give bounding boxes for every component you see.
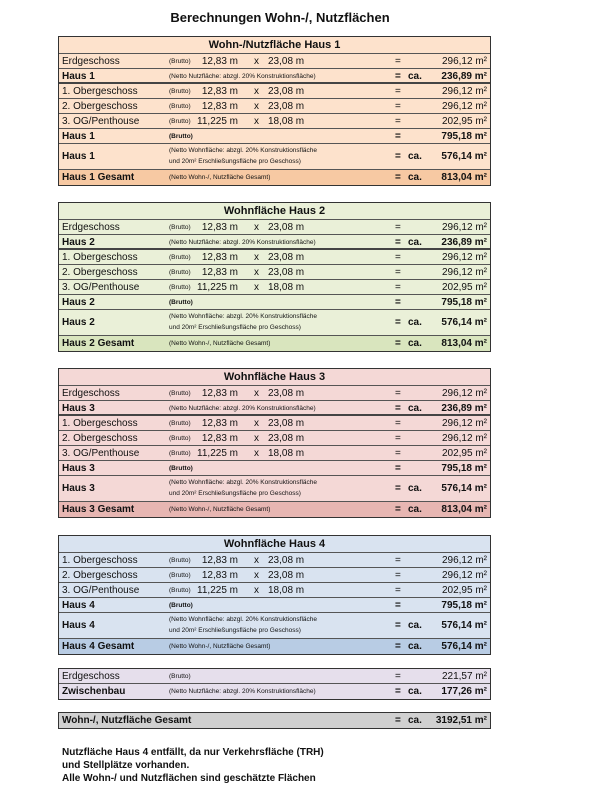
haus2-block	[58, 202, 491, 352]
dim-2: 23,08 m	[268, 433, 305, 444]
dim-1: 12,83 m	[201, 433, 238, 444]
area-value: 795,18 m²	[441, 131, 487, 142]
row-note: (Brutto)	[169, 390, 191, 397]
table-row	[59, 669, 490, 684]
area-value: 296,12 m²	[441, 56, 487, 67]
row-note-line1: (Netto Wohnfläche: abzgl. 20% Konstruktionsfläche	[169, 479, 318, 486]
row-note-line1: (Netto Wohnfläche: abzgl. 20% Konstruktionsfläche	[169, 313, 318, 320]
table-row	[59, 265, 490, 280]
row-label: Haus 3	[62, 463, 95, 474]
area-value: 236,89 m²	[441, 403, 487, 414]
table-row	[59, 54, 490, 69]
table-row	[59, 568, 490, 583]
equals-sign: =	[395, 237, 401, 248]
dim-2: 23,08 m	[268, 555, 305, 566]
dim-1: 12,83 m	[201, 252, 238, 263]
dim-1: 12,83 m	[201, 222, 238, 233]
times-sign: x	[254, 282, 259, 293]
ca-label: ca.	[408, 483, 422, 494]
dim-2: 23,08 m	[268, 267, 305, 278]
table-row	[59, 613, 490, 639]
dim-2: 23,08 m	[268, 570, 305, 581]
equals-sign: =	[395, 433, 401, 444]
row-label: Haus 2	[62, 297, 95, 308]
dim-1: 11,225 m	[197, 585, 238, 596]
haus2-heading: Wohnfläche Haus 2	[59, 203, 490, 220]
row-label: Erdgeschoss	[62, 222, 120, 233]
row-label: Haus 3	[62, 403, 95, 414]
row-note: (Netto Wohn-/, Nutzfläche Gesamt)	[169, 643, 271, 650]
times-sign: x	[254, 86, 259, 97]
area-value: 202,95 m²	[441, 585, 487, 596]
times-sign: x	[254, 56, 259, 67]
row-note: (Brutto)	[169, 284, 191, 291]
ca-label: ca.	[408, 403, 422, 414]
dim-2: 23,08 m	[268, 86, 305, 97]
equals-sign: =	[395, 297, 401, 308]
table-row	[59, 461, 490, 476]
dim-2: 18,08 m	[268, 585, 305, 596]
area-value: 221,57 m²	[441, 671, 487, 682]
times-sign: x	[254, 116, 259, 127]
table-row	[59, 280, 490, 295]
equals-sign: =	[395, 252, 401, 263]
equals-sign: =	[395, 151, 401, 162]
area-value: 813,04 m²	[441, 338, 487, 349]
ca-label: ca.	[408, 686, 422, 697]
area-value: 202,95 m²	[441, 282, 487, 293]
row-label: 2. Obergeschoss	[62, 570, 138, 581]
ca-label: ca.	[408, 641, 422, 652]
equals-sign: =	[395, 641, 401, 652]
table-row	[59, 129, 490, 144]
times-sign: x	[254, 433, 259, 444]
equals-sign: =	[395, 282, 401, 293]
area-value: 296,12 m²	[441, 555, 487, 566]
table-row	[59, 598, 490, 613]
equals-sign: =	[395, 570, 401, 581]
ca-label: ca.	[408, 504, 422, 515]
area-value: 576,14 m²	[441, 620, 487, 631]
dim-1: 11,225 m	[197, 448, 238, 459]
dim-1: 12,83 m	[201, 555, 238, 566]
table-row	[59, 553, 490, 568]
area-value: 296,12 m²	[441, 101, 487, 112]
equals-sign: =	[395, 317, 401, 328]
row-label: Erdgeschoss	[62, 56, 120, 67]
dim-1: 11,225 m	[197, 116, 238, 127]
row-note: (Brutto)	[169, 103, 191, 110]
table-row	[59, 446, 490, 461]
row-label: 1. Obergeschoss	[62, 252, 138, 263]
dim-2: 23,08 m	[268, 388, 305, 399]
area-value: 202,95 m²	[441, 448, 487, 459]
equals-sign: =	[395, 620, 401, 631]
area-value: 296,12 m²	[441, 86, 487, 97]
equals-sign: =	[395, 448, 401, 459]
area-value: 576,14 m²	[441, 483, 487, 494]
row-note: (Brutto)	[169, 557, 191, 564]
equals-sign: =	[395, 418, 401, 429]
row-note: (Netto Nutzfläche: abzgl. 20% Konstruktionsfläche)	[169, 405, 316, 412]
table-row	[59, 250, 490, 265]
row-note: (Brutto)	[169, 435, 191, 442]
ca-label: ca.	[408, 620, 422, 631]
row-note: (Brutto)	[169, 118, 191, 125]
row-label: Haus 1 Gesamt	[62, 172, 135, 183]
ca-label: ca.	[408, 237, 422, 248]
equals-sign: =	[395, 585, 401, 596]
row-note: (Netto Wohn-/, Nutzfläche Gesamt)	[169, 174, 271, 181]
equals-sign: =	[395, 267, 401, 278]
row-note: (Brutto)	[169, 133, 193, 140]
table-row	[59, 69, 490, 84]
row-note: (Brutto)	[169, 450, 191, 457]
row-note: (Brutto)	[169, 254, 191, 261]
dim-1: 12,83 m	[201, 56, 238, 67]
dim-2: 18,08 m	[268, 116, 305, 127]
row-note-line1: (Netto Wohnfläche: abzgl. 20% Konstruktionsfläche	[169, 616, 318, 623]
area-value: 177,26 m²	[441, 686, 487, 697]
equals-sign: =	[395, 116, 401, 127]
haus4-block	[58, 535, 491, 655]
row-label: Wohn-/, Nutzfläche Gesamt	[62, 715, 192, 726]
table-row	[59, 639, 490, 654]
row-label: Haus 3	[62, 483, 95, 494]
row-label: Haus 1	[62, 151, 95, 162]
dim-1: 11,225 m	[197, 282, 238, 293]
area-value: 795,18 m²	[441, 600, 487, 611]
equals-sign: =	[395, 671, 401, 682]
area-value: 296,12 m²	[441, 388, 487, 399]
footer-line: Alle Wohn-/ und Nutzflächen sind geschätzte Flächen	[62, 773, 316, 784]
table-row	[59, 583, 490, 598]
haus3-block	[58, 368, 491, 518]
row-note-line2: und 20m² Erschließungsfläche pro Geschoss)	[169, 324, 301, 331]
row-note	[169, 311, 317, 333]
row-note: (Brutto)	[169, 58, 191, 65]
table-row	[59, 684, 490, 699]
row-note-line2: und 20m² Erschließungsfläche pro Geschoss)	[169, 490, 301, 497]
row-note: (Netto Nutzfläche: abzgl. 20% Konstruktionsfläche)	[169, 73, 316, 80]
row-label: Haus 3 Gesamt	[62, 504, 135, 515]
row-label: Zwischenbau	[62, 686, 126, 697]
zwischenbau-block	[58, 668, 491, 700]
equals-sign: =	[395, 686, 401, 697]
table-row	[59, 336, 490, 351]
table-row	[59, 144, 490, 170]
table-row	[59, 476, 490, 502]
row-note-line1: (Netto Wohnfläche: abzgl. 20% Konstruktionsfläche	[169, 147, 318, 154]
table-row	[59, 310, 490, 336]
row-label: 1. Obergeschoss	[62, 555, 138, 566]
dim-2: 23,08 m	[268, 222, 305, 233]
table-row	[59, 401, 490, 416]
table-row	[59, 502, 490, 517]
times-sign: x	[254, 388, 259, 399]
row-label: Haus 4	[62, 600, 95, 611]
dim-2: 23,08 m	[268, 252, 305, 263]
dim-2: 18,08 m	[268, 282, 305, 293]
table-row	[59, 99, 490, 114]
row-note: (Brutto)	[169, 224, 191, 231]
row-note-line2: und 20m² Erschließungsfläche pro Geschoss)	[169, 158, 301, 165]
row-note: (Brutto)	[169, 299, 193, 306]
haus1-block	[58, 36, 491, 186]
footer-note	[62, 746, 324, 785]
area-value: 296,12 m²	[441, 252, 487, 263]
area-value: 576,14 m²	[441, 151, 487, 162]
area-value: 296,12 m²	[441, 433, 487, 444]
times-sign: x	[254, 448, 259, 459]
dim-1: 12,83 m	[201, 86, 238, 97]
row-note	[169, 477, 317, 499]
times-sign: x	[254, 267, 259, 278]
row-note: (Brutto)	[169, 673, 191, 680]
table-row	[59, 114, 490, 129]
row-label: Haus 1	[62, 71, 95, 82]
ca-label: ca.	[408, 71, 422, 82]
table-row	[59, 386, 490, 401]
dim-2: 23,08 m	[268, 418, 305, 429]
equals-sign: =	[395, 504, 401, 515]
times-sign: x	[254, 555, 259, 566]
row-label: Erdgeschoss	[62, 388, 120, 399]
row-note: (Brutto)	[169, 587, 191, 594]
ca-label: ca.	[408, 317, 422, 328]
row-note	[169, 614, 317, 636]
row-label: Haus 2	[62, 237, 95, 248]
equals-sign: =	[395, 338, 401, 349]
row-note: (Brutto)	[169, 88, 191, 95]
row-label: 1. Obergeschoss	[62, 418, 138, 429]
gesamt-block	[58, 712, 491, 729]
dim-1: 12,83 m	[201, 570, 238, 581]
dim-1: 12,83 m	[201, 418, 238, 429]
area-value: 296,12 m²	[441, 267, 487, 278]
area-value: 296,12 m²	[441, 222, 487, 233]
ca-label: ca.	[408, 151, 422, 162]
row-note: (Brutto)	[169, 465, 193, 472]
ca-label: ca.	[408, 338, 422, 349]
area-value: 795,18 m²	[441, 463, 487, 474]
equals-sign: =	[395, 483, 401, 494]
dim-2: 23,08 m	[268, 56, 305, 67]
row-label: 3. OG/Penthouse	[62, 585, 140, 596]
area-value: 795,18 m²	[441, 297, 487, 308]
table-row	[59, 84, 490, 99]
table-row	[59, 235, 490, 250]
area-value: 296,12 m²	[441, 418, 487, 429]
haus3-heading: Wohnfläche Haus 3	[59, 369, 490, 386]
row-label: 3. OG/Penthouse	[62, 116, 140, 127]
equals-sign: =	[395, 463, 401, 474]
equals-sign: =	[395, 715, 401, 726]
row-label: Haus 4	[62, 620, 95, 631]
ca-label: ca.	[408, 715, 422, 726]
equals-sign: =	[395, 600, 401, 611]
row-note: (Netto Wohn-/, Nutzfläche Gesamt)	[169, 506, 271, 513]
dim-1: 12,83 m	[201, 388, 238, 399]
area-value: 3192,51 m²	[435, 715, 487, 726]
equals-sign: =	[395, 71, 401, 82]
equals-sign: =	[395, 101, 401, 112]
row-label: Haus 1	[62, 131, 95, 142]
equals-sign: =	[395, 86, 401, 97]
area-value: 236,89 m²	[441, 237, 487, 248]
equals-sign: =	[395, 403, 401, 414]
equals-sign: =	[395, 222, 401, 233]
table-row	[59, 170, 490, 185]
table-row	[59, 416, 490, 431]
footer-line: und Stellplätze vorhanden.	[62, 760, 190, 771]
times-sign: x	[254, 252, 259, 263]
row-label: Haus 4 Gesamt	[62, 641, 135, 652]
row-note: (Netto Nutzfläche: abzgl. 20% Konstruktionsfläche)	[169, 239, 316, 246]
row-label: 3. OG/Penthouse	[62, 282, 140, 293]
area-value: 236,89 m²	[441, 71, 487, 82]
footer-line: Nutzfläche Haus 4 entfällt, da nur Verkehrsfläche (TRH)	[62, 747, 324, 758]
row-note: (Brutto)	[169, 420, 191, 427]
dim-1: 12,83 m	[201, 101, 238, 112]
row-note: (Brutto)	[169, 269, 191, 276]
dim-1: 12,83 m	[201, 267, 238, 278]
area-value: 813,04 m²	[441, 172, 487, 183]
equals-sign: =	[395, 388, 401, 399]
row-label: 3. OG/Penthouse	[62, 448, 140, 459]
times-sign: x	[254, 101, 259, 112]
area-value: 202,95 m²	[441, 116, 487, 127]
times-sign: x	[254, 418, 259, 429]
row-label: 1. Obergeschoss	[62, 86, 138, 97]
page-title: Berechnungen Wohn-/, Nutzflächen	[170, 10, 390, 25]
area-value: 576,14 m²	[441, 641, 487, 652]
row-note: (Brutto)	[169, 602, 193, 609]
row-label: 2. Obergeschoss	[62, 267, 138, 278]
row-note: (Netto Nutzfläche: abzgl. 20% Konstruktionsfläche)	[169, 688, 316, 695]
haus1-heading: Wohn-/Nutzfläche Haus 1	[59, 37, 490, 54]
table-row	[59, 295, 490, 310]
row-note	[169, 145, 317, 167]
ca-label: ca.	[408, 172, 422, 183]
table-row	[59, 713, 490, 728]
area-value: 296,12 m²	[441, 570, 487, 581]
row-label: Haus 2	[62, 317, 95, 328]
equals-sign: =	[395, 172, 401, 183]
equals-sign: =	[395, 131, 401, 142]
row-label: 2. Obergeschoss	[62, 433, 138, 444]
dim-2: 18,08 m	[268, 448, 305, 459]
row-note: (Netto Wohn-/, Nutzfläche Gesamt)	[169, 340, 271, 347]
table-row	[59, 431, 490, 446]
row-note: (Brutto)	[169, 572, 191, 579]
area-value: 576,14 m²	[441, 317, 487, 328]
table-row	[59, 220, 490, 235]
equals-sign: =	[395, 56, 401, 67]
times-sign: x	[254, 570, 259, 581]
dim-2: 23,08 m	[268, 101, 305, 112]
row-note-line2: und 20m² Erschließungsfläche pro Geschoss)	[169, 627, 301, 634]
row-label: Erdgeschoss	[62, 671, 120, 682]
row-label: Haus 2 Gesamt	[62, 338, 135, 349]
equals-sign: =	[395, 555, 401, 566]
row-label: 2. Obergeschoss	[62, 101, 138, 112]
times-sign: x	[254, 222, 259, 233]
haus4-heading: Wohnfläche Haus 4	[59, 536, 490, 553]
area-value: 813,04 m²	[441, 504, 487, 515]
times-sign: x	[254, 585, 259, 596]
